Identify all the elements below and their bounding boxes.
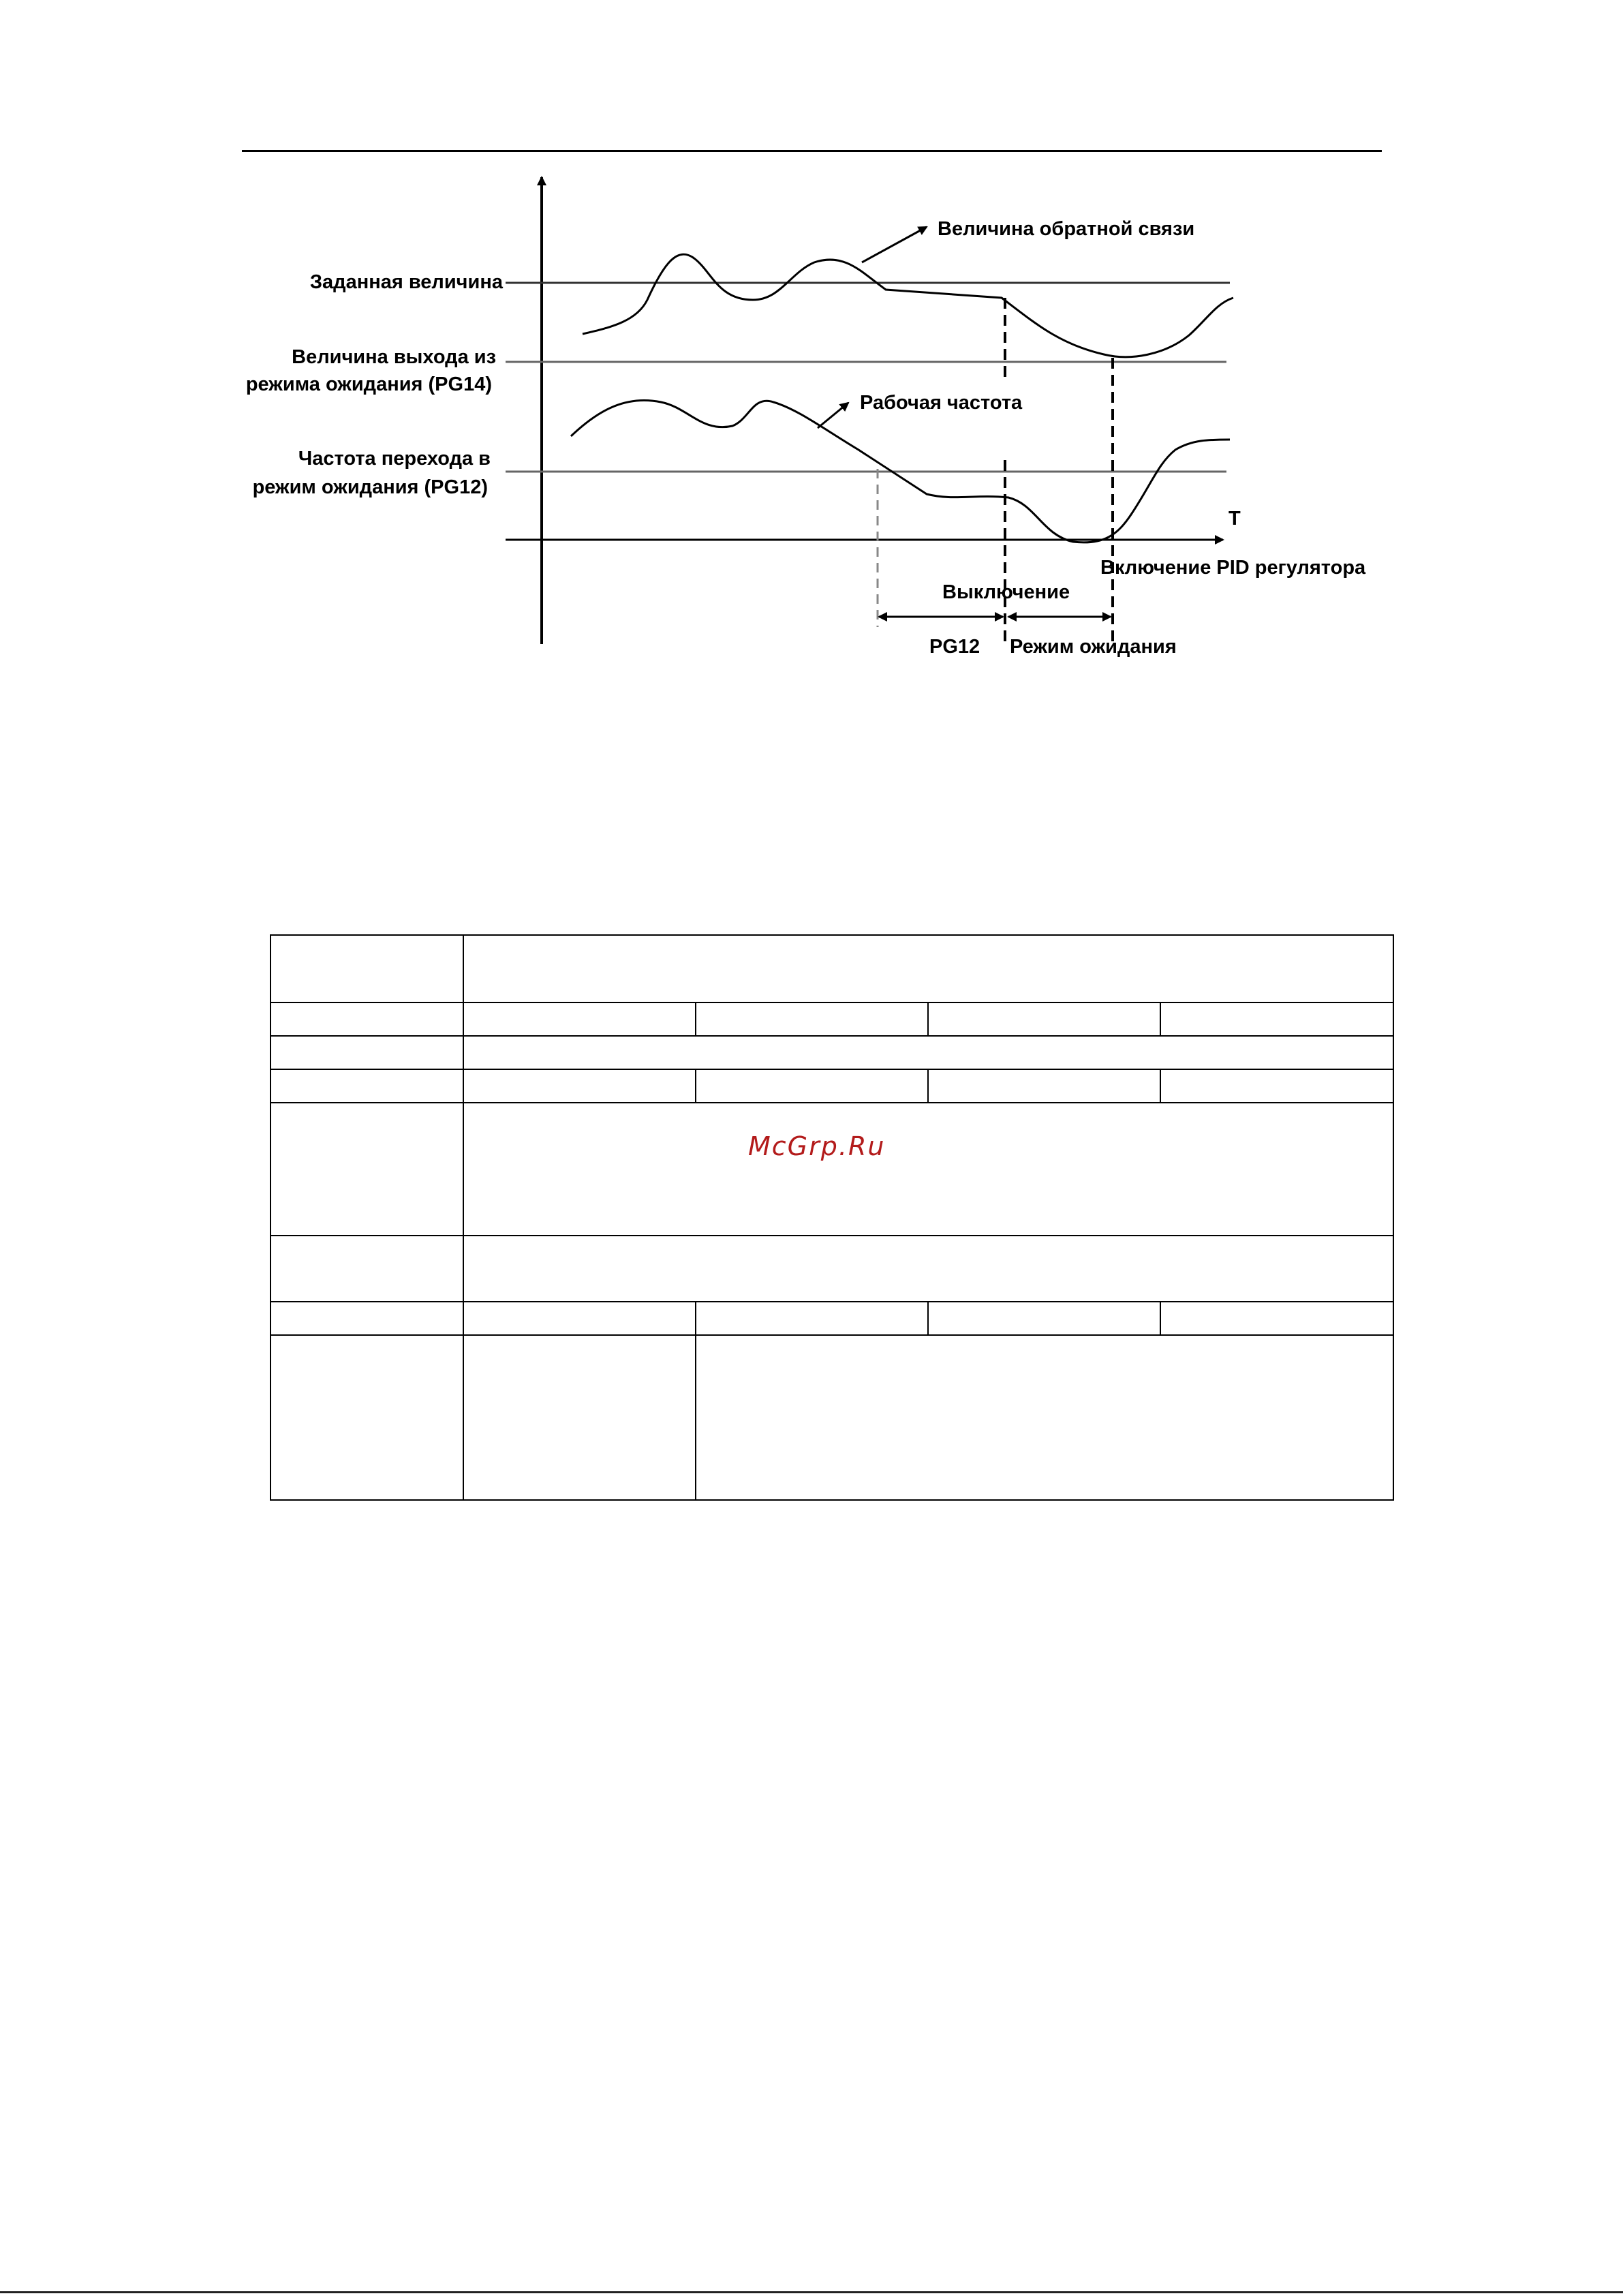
operating-freq-label: Рабочая частота [860,392,1023,414]
table-cell [463,1103,1393,1236]
time-axis-label: T [1228,508,1241,530]
feedback-arrow [862,227,927,262]
table-cell [270,1335,463,1500]
table-cell [928,1069,1160,1103]
sleep-freq-label-line2: режим ожидания (PG12) [252,476,488,498]
table-cell [696,1002,928,1036]
setpoint-label: Заданная величина [309,271,503,293]
table-cell [463,1036,1393,1069]
pg12-interval-label: PG12 [929,636,980,658]
table-row [270,1069,1393,1103]
wake-value-label-line2: режима ожидания (PG14) [245,373,492,395]
table-cell [270,1036,463,1069]
table-cell [270,935,463,1002]
feedback-label: Величина обратной связи [938,218,1195,240]
table-row [270,1236,1393,1302]
pid-on-label: Включение PID регулятора [1100,557,1366,579]
table-row [270,935,1393,1002]
table-cell [1160,1302,1393,1335]
table-cell [463,1236,1393,1302]
table-cell [270,1069,463,1103]
table-cell [463,1335,696,1500]
table-cell [1160,1002,1393,1036]
table-cell [696,1302,928,1335]
parameter-table [270,934,1394,1501]
sleep-freq-label-line1: Частота перехода в [298,448,491,470]
table-cell [463,1302,696,1335]
table-cell [928,1002,1160,1036]
table-cell [463,935,1393,1002]
table-cell [696,1335,1393,1500]
table-cell [270,1002,463,1036]
table-row [270,1036,1393,1069]
table-cell [696,1069,928,1103]
feedback-curve [583,254,1233,357]
table-cell [928,1302,1160,1335]
shutdown-label: Выключение [942,581,1070,603]
sleep-mode-label: Режим ожидания [1010,636,1177,658]
operating-freq-arrow [818,403,848,428]
table-cell [270,1103,463,1236]
watermark-text: McGrp.Ru [748,1131,886,1161]
table-cell [270,1236,463,1302]
table-cell [463,1069,696,1103]
table-row [270,1335,1393,1500]
table-row [270,1302,1393,1335]
wake-value-label-line1: Величина выхода из [292,346,496,368]
table-row [270,1002,1393,1036]
bottom-edge-rule [0,2291,1623,2293]
table-cell [270,1302,463,1335]
table-cell [1160,1069,1393,1103]
table-row [270,1103,1393,1236]
table-cell [463,1002,696,1036]
pid-sleep-diagram [0,0,1623,682]
